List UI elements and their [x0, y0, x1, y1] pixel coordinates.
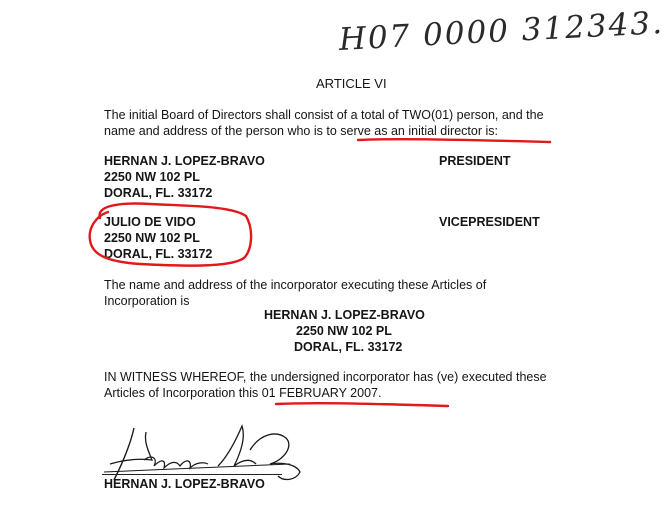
board-paragraph-line2: name and address of the person who is to serve as an initial director is: — [104, 124, 498, 138]
board-paragraph-line1: The initial Board of Directors shall consist of a total of TWO(01) person, and the — [104, 108, 544, 122]
witness-paragraph-line1: IN WITNESS WHEREOF, the undersigned incorporator has (ve) executed these — [104, 370, 547, 384]
incorporator-city: DORAL, FL. 33172 — [294, 340, 403, 354]
underline-date — [276, 403, 448, 406]
director-1-title: PRESIDENT — [439, 154, 511, 168]
director-2-street: 2250 NW 102 PL — [104, 231, 200, 245]
director-1-city: DORAL, FL. 33172 — [104, 186, 213, 200]
article-heading: ARTICLE VI — [316, 76, 387, 91]
underline-initial-director — [358, 139, 550, 142]
director-2-city: DORAL, FL. 33172 — [104, 247, 213, 261]
incorporator-paragraph-line1: The name and address of the incorporator executing these Articles of — [104, 278, 487, 292]
director-1-street: 2250 NW 102 PL — [104, 170, 200, 184]
handwritten-document-number: H07 0000 312343. — [338, 4, 665, 58]
signature-printed-name: HERNAN J. LOPEZ-BRAVO — [104, 477, 265, 491]
signature-line — [102, 474, 282, 475]
director-2-title: VICEPRESIDENT — [439, 215, 540, 229]
incorporator-name: HERNAN J. LOPEZ-BRAVO — [264, 308, 425, 322]
witness-paragraph-line2: Articles of Incorporation this 01 FEBRUARY 2007. — [104, 386, 382, 400]
director-2-name: JULIO DE VIDO — [104, 215, 196, 229]
director-1-name: HERNAN J. LOPEZ-BRAVO — [104, 154, 265, 168]
incorporator-street: 2250 NW 102 PL — [296, 324, 392, 338]
incorporator-paragraph-line2: Incorporation is — [104, 294, 190, 308]
